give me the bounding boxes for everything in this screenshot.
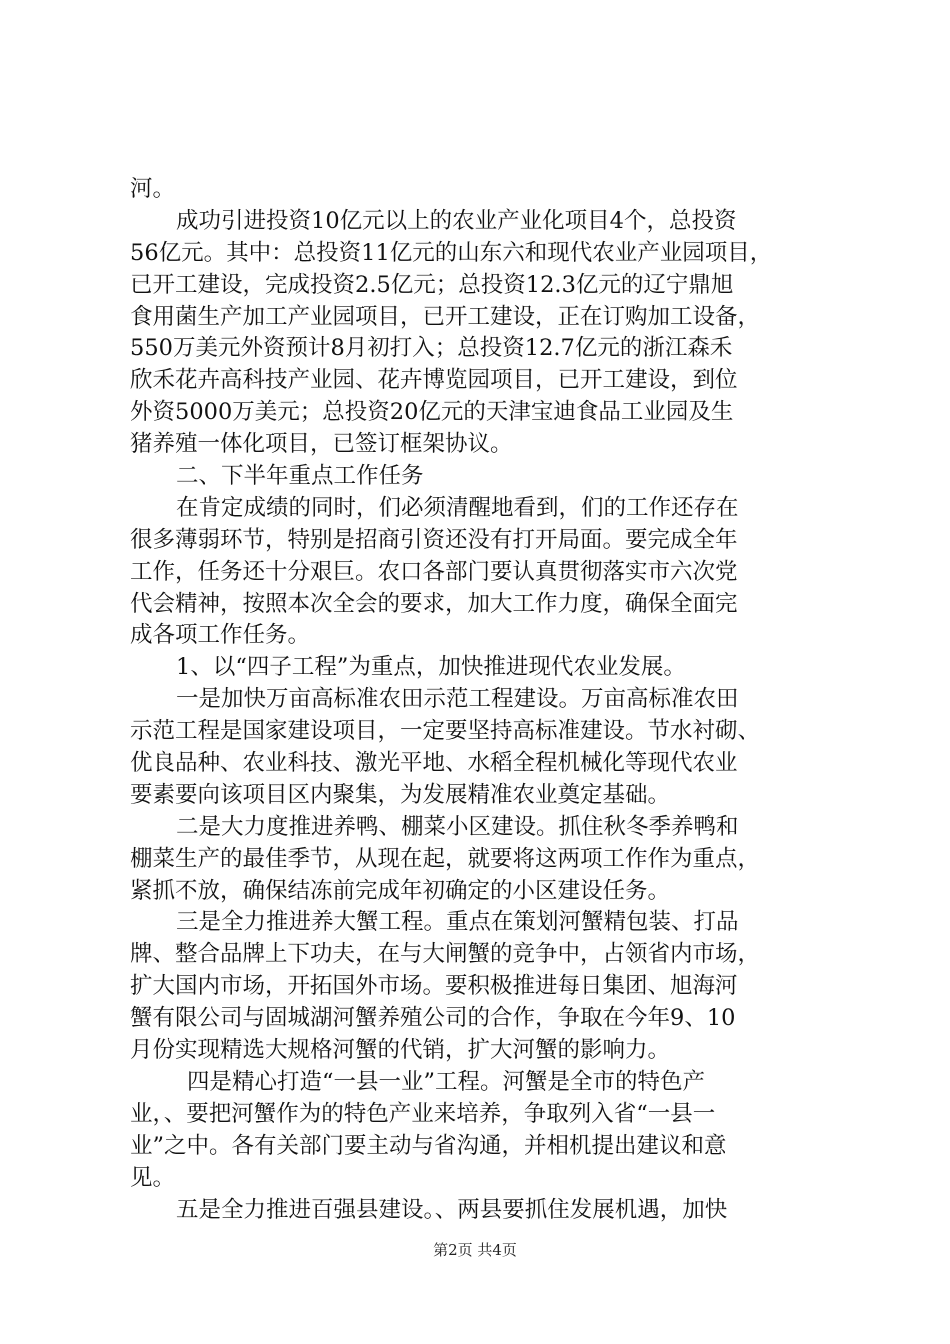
text-line: 四是精心打造“一县一业”工程。河蟹是全市的特色产 (187, 1068, 706, 1095)
text-line: 一是加快万亩高标准农田示范工程建设。万亩高标准农田 (176, 686, 739, 713)
text-line: 棚菜生产的最佳季节，从现在起，就要将这两项工作作为重点， (130, 845, 761, 872)
text-line: 五是全力推进百强县建设。、两县要抓住发展机遇，加快 (176, 1196, 728, 1223)
page-number: 第2页 共4页 (433, 1241, 517, 1259)
text-line: 业”之中。各有关部门要主动与省沟通，并相机提出建议和意 (130, 1132, 727, 1159)
text-line: 外资5000万美元；总投资20亿元的天津宝迪食品工业园及生 (130, 399, 734, 426)
text-line: 已开工建设，完成投资2.5亿元；总投资12.3亿元的辽宁鼎旭 (130, 271, 734, 298)
text-line: 见。 (130, 1164, 176, 1191)
text-line: 紧抓不放，确保结冻前完成年初确定的小区建设任务。 (130, 877, 671, 904)
subsection-heading: 1、以“四子工程”为重点，加快推进现代农业发展。 (176, 654, 686, 681)
text-line: 优良品种、农业科技、激光平地、水稻全程机械化等现代农业 (130, 750, 738, 777)
text-line: 食用菌生产加工产业园项目，已开工建设，正在订购加工设备， (130, 303, 761, 330)
text-line: 扩大国内市场，开拓国外市场。要积极推进每日集团、旭海河 (130, 973, 738, 1000)
text-line: 550万美元外资预计8月初打入；总投资12.7亿元的浙江森禾 (130, 335, 733, 362)
text-line: 很多薄弱环节，特别是招商引资还没有打开局面。要完成全年 (130, 526, 738, 553)
text-line: 56亿元。其中：总投资11亿元的山东六和现代农业产业园项目， (130, 239, 773, 266)
text-line: 河。 (130, 176, 176, 202)
text-line: 欣禾花卉高科技产业园、花卉博览园项目，已开工建设，到位 (130, 367, 738, 394)
body-text (130, 174, 830, 1226)
text-line: 工作，任务还十分艰巨。农口各部门要认真贯彻落实市六次党 (130, 558, 738, 585)
text-line: 成各项工作任务。 (130, 622, 311, 649)
text-line: 业，、要把河蟹作为的特色产业来培养，争取列入省“一县一 (130, 1100, 716, 1127)
text-line: 代会精神，按照本次全会的要求，加大工作力度，确保全面完 (130, 590, 738, 617)
text-line: 三是全力推进养大蟹工程。重点在策划河蟹精包装、打品 (176, 909, 739, 936)
text-line: 牌、整合品牌上下功夫，在与大闸蟹的竞争中，占领省内市场， (130, 941, 761, 968)
text-line: 蟹有限公司与固城湖河蟹养殖公司的合作，争取在今年9、10 (130, 1005, 736, 1032)
text-line: 二是大力度推进养鸭、棚菜小区建设。抓住秋冬季养鸭和 (176, 813, 739, 840)
text-line: 猪养殖一体化项目，已签订框架协议。 (130, 431, 513, 458)
text-line: 月份实现精选大规格河蟹的代销，扩大河蟹的影响力。 (130, 1037, 671, 1064)
text-line: 在肯定成绩的同时，们必须清醒地看到，们的工作还存在 (176, 494, 739, 521)
text-line: 成功引进投资10亿元以上的农业产业化项目4个，总投资 (176, 207, 737, 234)
page-footer (0, 1240, 950, 1260)
text-line: 示范工程是国家建设项目，一定要坚持高标准建设。节水衬砌、 (130, 718, 761, 745)
section-heading: 二、下半年重点工作任务 (176, 463, 424, 490)
text-line: 要素要向该项目区内聚集，为发展精准农业奠定基础。 (130, 781, 671, 808)
